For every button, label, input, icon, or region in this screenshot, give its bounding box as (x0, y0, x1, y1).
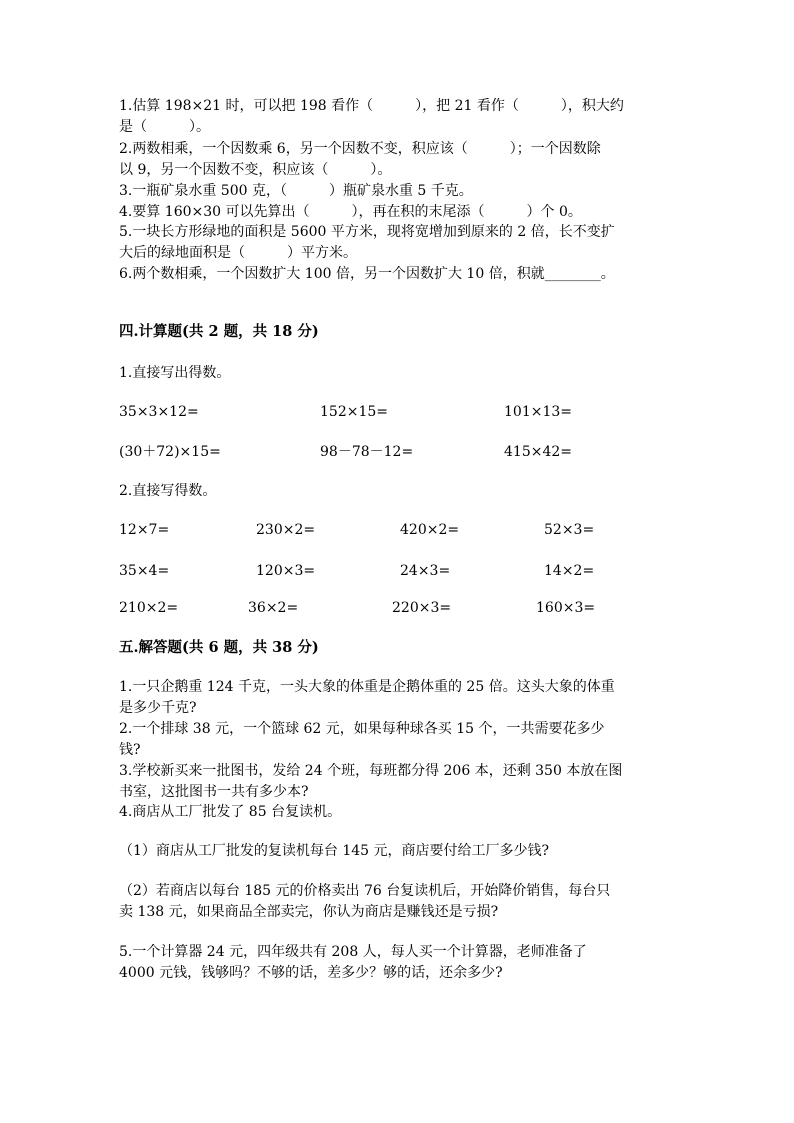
fill-blank-line: 2.两数相乘，一个因数乘 6，另一个因数不变，积应该（ ）；一个因数除 (119, 141, 601, 157)
problem-line: 5.一个计算器 24 元，四年级共有 208 人，每人买一个计算器，老师准备了 (119, 944, 587, 960)
problem-line: 2.一个排球 38 元，一个篮球 62 元，如果每种球各买 15 个，一共需要花多少 (119, 721, 605, 737)
calc-item: 36×2= (248, 600, 299, 616)
calc-item: 220×3= (392, 600, 452, 616)
problem-line: 1.一只企鹅重 124 千克，一头大象的体重是企鹅体重的 25 倍。这头大象的体重 (119, 679, 615, 695)
calc-item: 24×3= (400, 563, 451, 579)
problem-line: 3.学校新买来一批图书，发给 24 个班，每班都分得 206 本，还剩 350 本放在图 (119, 763, 623, 779)
problem-line: 钱? (119, 742, 141, 758)
calc-item: (30＋72)×15= (119, 444, 221, 460)
calc-item: 98－78－12= (320, 444, 414, 460)
fill-blank-line: 4.要算 160×30 可以先算出（ ），再在积的末尾添（ ）个 0。 (119, 204, 582, 220)
calc-item: 152×15= (320, 404, 388, 420)
problem-line: 4.商店从工厂批发了 85 台复读机。 (119, 804, 342, 820)
calc-item: 35×3×12= (119, 404, 199, 420)
problem-line: 是多少千克? (119, 700, 197, 716)
problem-line: 书室，这批图书一共有多少本? (119, 784, 309, 800)
calc-item: 415×42= (504, 444, 572, 460)
calc-item: 35×4= (119, 563, 170, 579)
fill-blank-line: 大后的绿地面积是（ ）平方米。 (119, 245, 357, 261)
fill-blank-line: 3.一瓶矿泉水重 500 克，（ ）瓶矿泉水重 5 千克。 (119, 183, 473, 199)
calc-item: 120×3= (256, 563, 316, 579)
fill-blank-line: 6.两个数相乘，一个因数扩大 100 倍，另一个因数扩大 10 倍，积就________。 (119, 266, 615, 282)
calc-item: 160×3= (536, 600, 596, 616)
section-title-calculation: 四.计算题(共 2 题，共 18 分) (119, 323, 319, 340)
sub-problem-line: 卖 138 元，如果商品全部卖完，你认为商店是赚钱还是亏损? (119, 904, 499, 920)
fill-blank-line: 1.估算 198×21 时，可以把 198 看作（ ），把 21 看作（ ），积大约 (119, 98, 624, 114)
calc-item: 52×3= (544, 522, 595, 538)
problem-line: 4000 元钱，钱够吗？不够的话，差多少？够的话，还余多少? (119, 965, 503, 981)
sub-problem-line: （1）商店从工厂批发的复读机每台 145 元，商店要付给工厂多少钱? (119, 843, 550, 859)
calc-item: 420×2= (400, 522, 460, 538)
calc-item: 12×7= (119, 522, 170, 538)
calc-item: 101×13= (504, 404, 572, 420)
sub-problem-line: （2）若商店以每台 185 元的价格卖出 76 台复读机后，开始降价销售，每台只 (119, 883, 611, 899)
calc-item: 14×2= (544, 563, 595, 579)
fill-blank-line: 以 9，另一个因数不变，积应该（ ）。 (119, 162, 392, 178)
fill-blank-line: 5.一块长方形绿地的面积是 5600 平方米，现将宽增加到原来的 2 倍，长不变扩 (119, 224, 615, 240)
calc-item: 210×2= (119, 600, 179, 616)
fill-blank-line: 是（ ）。 (119, 119, 210, 135)
question-title: 2.直接写得数。 (119, 483, 217, 499)
calc-item: 230×2= (256, 522, 316, 538)
section-title-word-problems: 五.解答题(共 6 题，共 38 分) (119, 639, 319, 656)
question-title: 1.直接写出得数。 (119, 365, 231, 381)
